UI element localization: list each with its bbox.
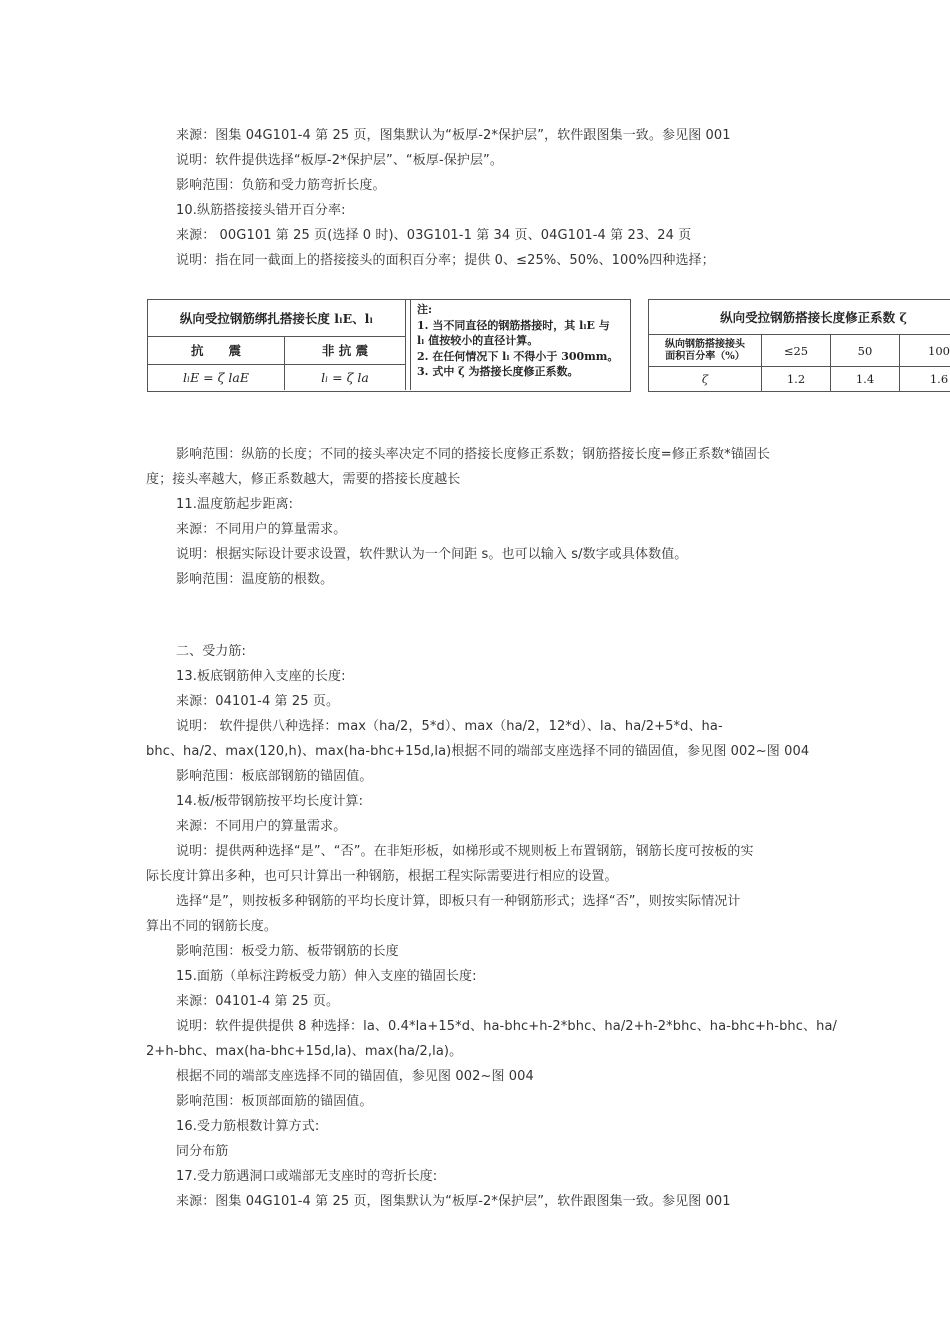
header-100: 100	[900, 334, 950, 366]
text-line: 根据不同的端部支座选择不同的锚固值，参见图 002~图 004	[176, 1069, 534, 1084]
text-line: 影响范围：负筋和受力筋弯折长度。	[176, 178, 386, 193]
text-line: 14.板/板带钢筋按平均长度计算:	[176, 794, 364, 809]
text-line: 15.面筋（单标注跨板受力筋）伸入支座的锚固长度:	[176, 969, 477, 984]
text-line: 影响范围：温度筋的根数。	[176, 572, 334, 587]
text-line: 来源：图集 04G101-4 第 25 页，图集默认为“板厚-2*保护层”，软件跟图集一致。参见图 001	[176, 1194, 731, 1209]
text-line: 来源： 00G101 第 25 页(选择 0 时)、03G101-1 第 34 页、04G101-4 第 23、24 页	[176, 228, 692, 243]
text-line: 度；接头率越大，修正系数越大，需要的搭接长度越长	[146, 472, 461, 487]
text-line: 同分布筋	[176, 1144, 229, 1159]
text-line: 际长度计算出多种，也可只计算出一种钢筋，根据工程实际需要进行相应的设置。	[146, 869, 618, 884]
text-line: 说明：软件提供选择“板厚-2*保护层”、“板厚-保护层”。	[176, 153, 503, 168]
header-le25: ≤25	[762, 334, 831, 366]
note-line: 3. 式中 ζ 为搭接长度修正系数。	[417, 365, 579, 378]
seismic-header: 抗 震	[148, 336, 285, 364]
text-line: 选择“是”，则按板多种钢筋的平均长度计算，即板只有一种钢筋形式；选择“否”，则按实际情况计	[176, 894, 741, 909]
text-line: 11.温度筋起步距离:	[176, 497, 294, 512]
correction-coefficient-figure	[648, 299, 950, 392]
text-line: 影响范围：板底部钢筋的锚固值。	[176, 769, 373, 784]
text-line: 说明：软件提供提供 8 种选择：la、0.4*la+15*d、ha-bhc+h-2*bhc、ha/2+h-2*bhc、ha-bhc+h-bhc、ha/	[176, 1019, 837, 1034]
text-line: 来源：04101-4 第 25 页。	[176, 994, 340, 1009]
text-line: 说明：提供两种选择“是”、“否”。在非矩形板，如梯形或不规则板上布置钢筋，钢筋长度可按板的实	[176, 844, 754, 859]
text-line: 说明：根据实际设计要求设置，软件默认为一个间距 s。也可以输入 s/数字或具体数值。	[176, 547, 688, 562]
coefficient-symbol: ζ	[649, 367, 762, 391]
text-line: 来源：04101-4 第 25 页。	[176, 694, 340, 709]
text-line: 来源：不同用户的算量需求。	[176, 819, 347, 834]
lap-length-table-figure	[147, 299, 631, 392]
non-seismic-formula: lₗ = ζ la	[285, 364, 406, 390]
note-line: lₗ 值按较小的直径计算。	[417, 334, 539, 347]
correction-coefficient-table	[649, 300, 950, 391]
note-line: 注:	[417, 303, 433, 316]
text-line: 算出不同的钢筋长度。	[146, 919, 278, 934]
text-line: 来源：不同用户的算量需求。	[176, 522, 347, 537]
text-line: 二、受力筋:	[176, 644, 246, 659]
non-seismic-header: 非 抗 震	[285, 336, 406, 364]
text-line: 10.纵筋搭接接头错开百分率:	[176, 203, 346, 218]
coefficient-50: 1.4	[831, 367, 900, 391]
text-line: 影响范围：板顶部面筋的锚固值。	[176, 1094, 373, 1109]
seismic-formula: lₗE = ζ laE	[148, 364, 285, 390]
coefficient-100: 1.6	[900, 367, 950, 391]
text-line: 13.板底钢筋伸入支座的长度:	[176, 669, 346, 684]
lap-length-table-title: 纵向受拉钢筋绑扎搭接长度 lₗE、lₗ	[148, 300, 406, 336]
joint-percentage-header: 纵向钢筋搭接接头 面积百分率（%）	[649, 334, 762, 366]
text-line: 17.受力筋遇洞口或端部无支座时的弯折长度:	[176, 1169, 438, 1184]
text-line: 来源：图集 04G101-4 第 25 页，图集默认为“板厚-2*保护层”，软件跟图集一致。参见图 001	[176, 128, 731, 143]
text-line: 影响范围：板受力筋、板带钢筋的长度	[176, 944, 399, 959]
correction-table-title: 纵向受拉钢筋搭接长度修正系数 ζ	[649, 300, 950, 334]
text-line: 说明：指在同一截面上的搭接接头的面积百分率；提供 0、≤25%、50%、100%四种选择；	[176, 253, 715, 268]
text-line: 说明： 软件提供八种选择：max（ha/2，5*d）、max（ha/2，12*d）、la、ha/2+5*d、ha-	[176, 719, 723, 734]
note-line: 2. 在任何情况下 lₗ 不得小于 300mm。	[417, 349, 619, 363]
coefficient-le25: 1.2	[762, 367, 831, 391]
text-line: 2+h-bhc、max(ha-bhc+15d,la)、max(ha/2,la)。	[146, 1044, 463, 1059]
lap-length-table	[148, 300, 406, 390]
text-line: bhc、ha/2、max(120,h)、max(ha-bhc+15d,la)根据不同的端部支座选择不同的锚固值，参见图 002~图 004	[146, 744, 810, 759]
note-line: 1. 当不同直径的钢筋搭接时，其 lₗE 与	[417, 318, 610, 332]
header-50: 50	[831, 334, 900, 366]
lap-length-notes	[410, 300, 632, 390]
text-line: 影响范围：纵筋的长度；不同的接头率决定不同的搭接长度修正系数；钢筋搭接长度=修正系数*锚固长	[176, 447, 770, 462]
text-line: 16.受力筋根数计算方式:	[176, 1119, 320, 1134]
